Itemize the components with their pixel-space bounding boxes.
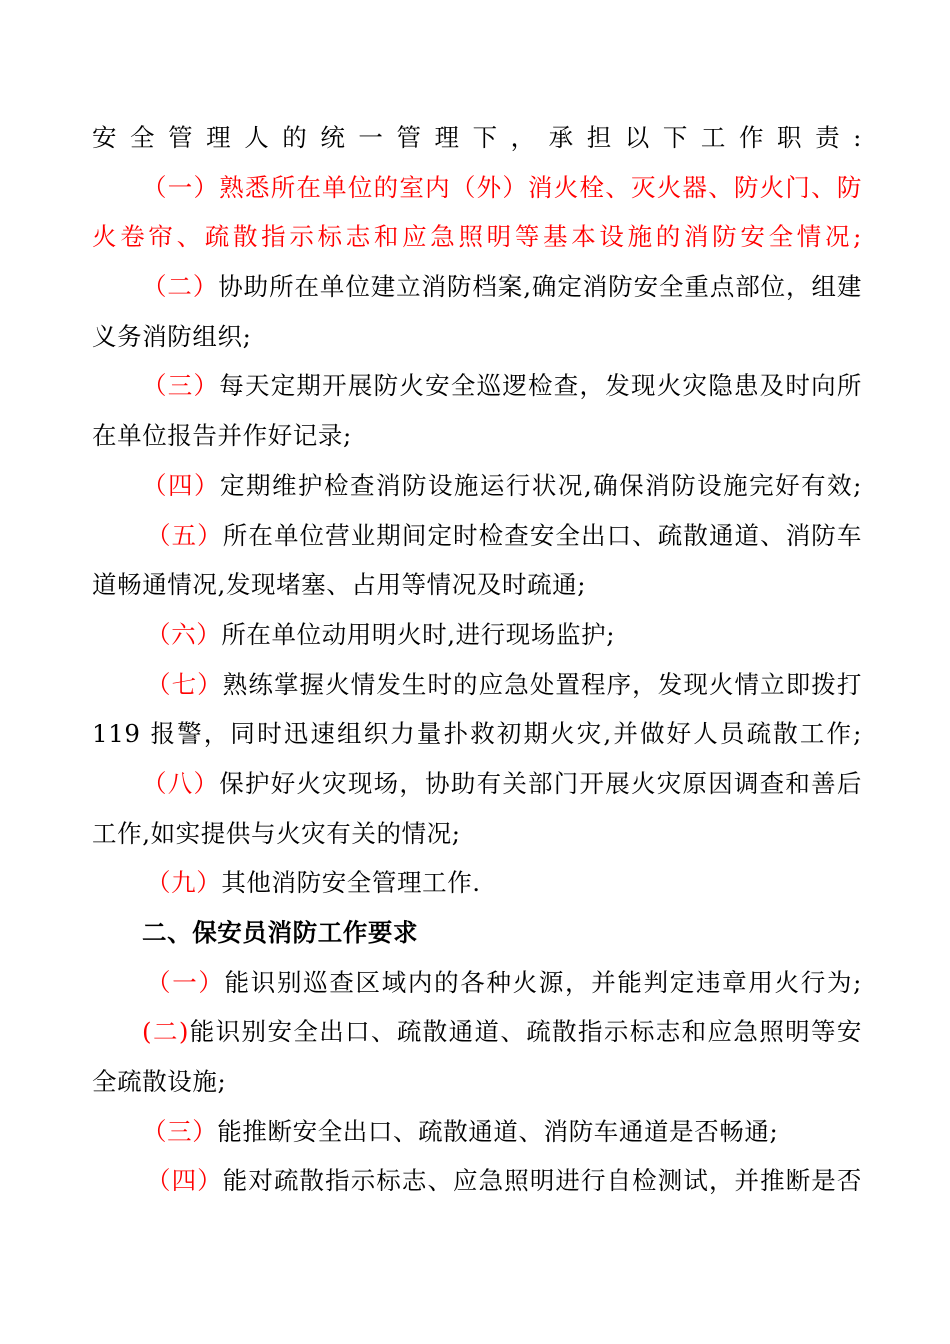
paragraph-line: （一）熟悉所在单位的室内（外）消火栓、灭火器、防火门、防 bbox=[142, 172, 862, 202]
paragraph-line: 工作,如实提供与火灾有关的情况; bbox=[92, 818, 461, 848]
item-marker: （五） bbox=[146, 520, 223, 550]
document-page bbox=[92, 113, 862, 1206]
paragraph-line: 道畅通情况,发现堵塞、占用等情况及时疏通; bbox=[92, 570, 587, 600]
section-heading: 二、保安员消防工作要求 bbox=[142, 918, 419, 947]
paragraph-line: 义务消防组织; bbox=[92, 321, 252, 351]
paragraph-line: 在单位报告并作好记录; bbox=[92, 421, 352, 451]
paragraph-line: (二)能识别安全出口、疏散通道、疏散指示标志和应急照明等安 bbox=[142, 1017, 862, 1047]
paragraph-line: （四）能对疏散指示标志、应急照明进行自检测试，并推断是否 bbox=[146, 1166, 862, 1196]
item-marker: （一） bbox=[142, 172, 220, 202]
paragraph-line: （二）协助所在单位建立消防档案,确定消防安全重点部位，组建 bbox=[142, 272, 862, 302]
item-marker: （七） bbox=[146, 669, 223, 699]
paragraph-line: （一）能识别巡查区域内的各种火源，并能判定违章用火行为; bbox=[146, 967, 862, 997]
item-marker: （四） bbox=[146, 1166, 223, 1196]
paragraph-line: 全疏散设施; bbox=[92, 1067, 227, 1097]
item-marker: （一） bbox=[146, 967, 225, 997]
paragraph-line: （七）熟练掌握火情发生时的应急处置程序，发现火情立即拨打 bbox=[146, 669, 862, 699]
paragraph-line: （四）定期维护检查消防设施运行状况,确保消防设施完好有效; bbox=[142, 470, 862, 500]
paragraph-line: 119 报警，同时迅速组织力量扑救初期火灾,并做好人员疏散工作; bbox=[92, 719, 862, 749]
item-marker: （六） bbox=[146, 619, 222, 649]
item-marker: （三） bbox=[142, 1116, 218, 1146]
item-marker: （二） bbox=[142, 272, 219, 302]
item-marker: （九） bbox=[146, 868, 222, 898]
paragraph-line: 火卷帘、疏散指示标志和应急照明等基本设施的消防安全情况; bbox=[92, 222, 862, 252]
paragraph-line: （八）保护好火灾现场，协助有关部门开展火灾原因调查和善后 bbox=[142, 768, 862, 798]
paragraph-line: （五）所在单位营业期间定时检查安全出口、疏散通道、消防车 bbox=[146, 520, 862, 550]
item-marker: （八） bbox=[142, 768, 220, 798]
paragraph-line: （三）每天定期开展防火安全巡逻检查，发现火灾隐患及时向所 bbox=[142, 371, 862, 401]
item-marker: （四） bbox=[142, 470, 220, 500]
item-marker: (二) bbox=[142, 1017, 189, 1047]
paragraph-line: （六）所在单位动用明火时,进行现场监护; bbox=[146, 619, 616, 649]
paragraph-line: （三）能推断安全出口、疏散通道、消防车通道是否畅通; bbox=[142, 1116, 779, 1146]
paragraph-line: 安全管理人的统一管理下，承担以下工作职责: bbox=[92, 123, 862, 152]
item-marker: （三） bbox=[142, 371, 220, 401]
paragraph-line: （九）其他消防安全管理工作. bbox=[146, 868, 481, 898]
